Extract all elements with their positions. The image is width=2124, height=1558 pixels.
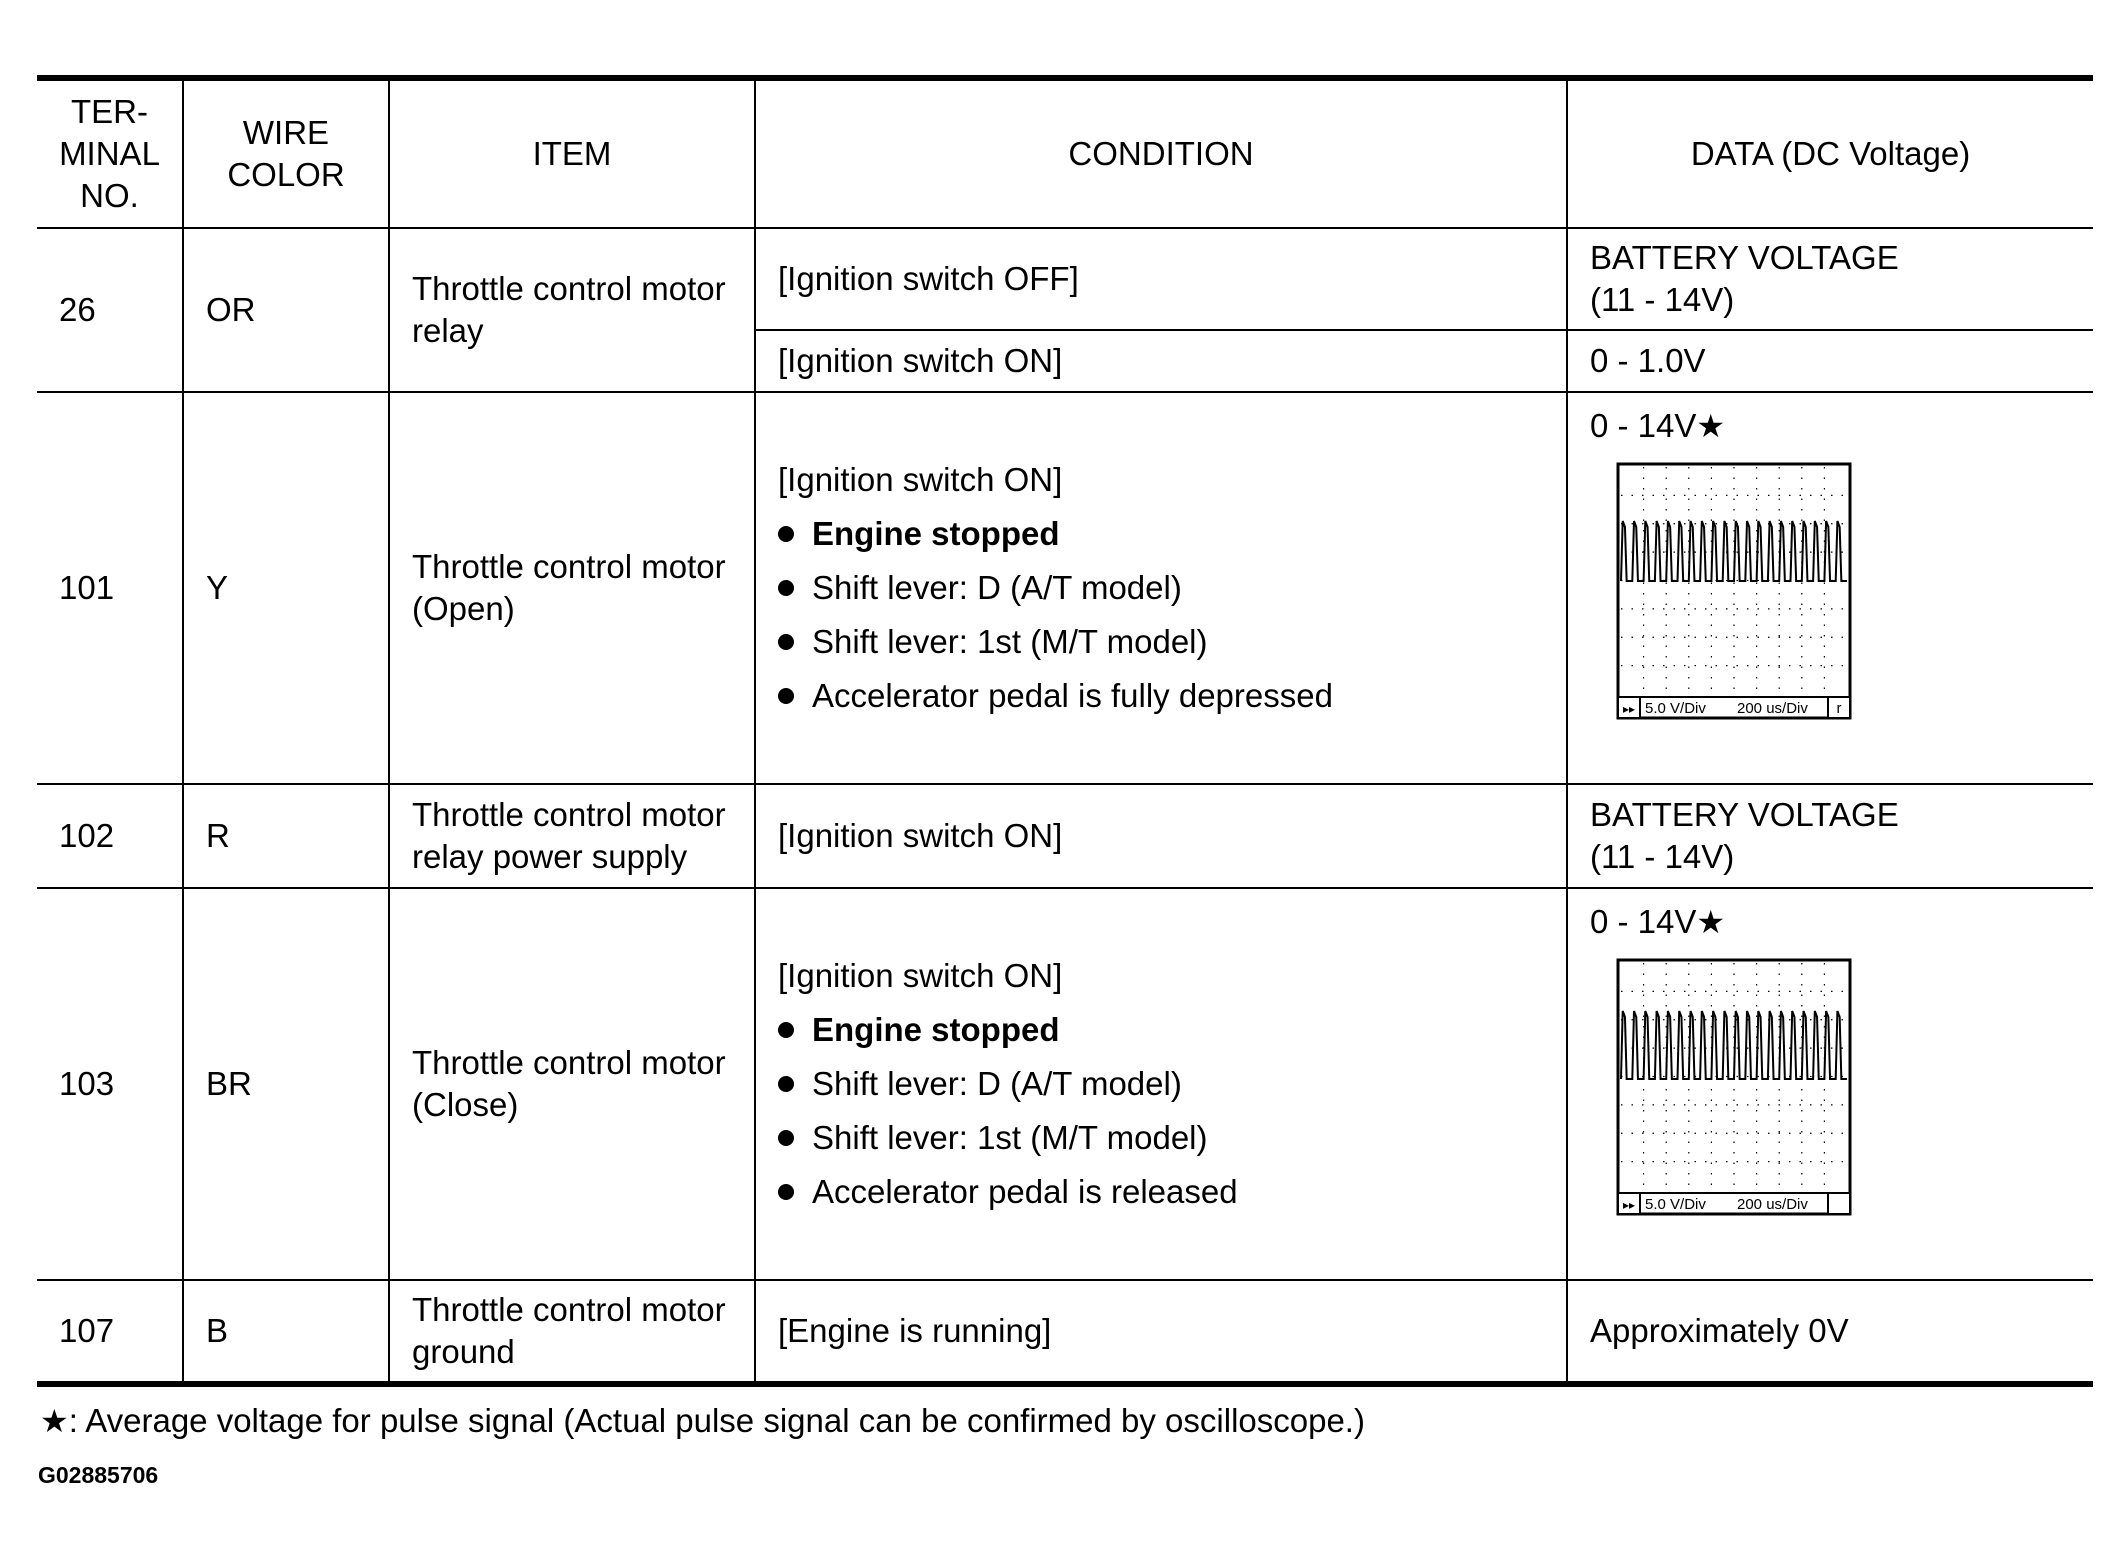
data-cell xyxy=(1567,1280,2093,1384)
header-wire-color xyxy=(183,78,389,228)
wire-color: OR xyxy=(183,228,389,392)
item-line: Throttle control motor xyxy=(412,1291,726,1328)
condition-title: [Ignition switch ON] xyxy=(778,957,1063,994)
scope-corner-box xyxy=(1828,1193,1850,1214)
bullet-dot xyxy=(778,1022,794,1038)
footnote xyxy=(40,1400,1365,1442)
condition-bullet xyxy=(778,1171,1544,1213)
table-row xyxy=(37,888,2093,1280)
oscilloscope-waveform-open xyxy=(1615,461,1855,721)
waveform-graphic xyxy=(1615,461,1855,723)
condition-bullet xyxy=(778,675,1544,717)
scope-frame xyxy=(1618,464,1850,718)
data-cell xyxy=(1567,392,2093,784)
data-line: BATTERY VOLTAGE xyxy=(1590,796,1899,833)
table-row xyxy=(37,228,2093,330)
star-icon: ★ xyxy=(40,1403,69,1439)
item-line: Throttle control motor xyxy=(412,796,726,833)
item-line: (Open) xyxy=(412,590,515,627)
item-cell xyxy=(389,228,755,392)
data-value xyxy=(1590,901,2071,943)
item-cell xyxy=(389,392,755,784)
header-condition: CONDITION xyxy=(755,78,1567,228)
scope-tdiv: 200 us/Div xyxy=(1737,1196,1808,1213)
star-icon: ★ xyxy=(1696,904,1726,940)
item-cell xyxy=(389,784,755,888)
condition-bullet xyxy=(778,621,1544,663)
data-line: 0 - 1.0V xyxy=(1590,342,1706,379)
terminal-no: 102 xyxy=(37,784,183,888)
condition-cell: [Ignition switch ON] xyxy=(755,784,1567,888)
header-item: ITEM xyxy=(389,78,755,228)
item-line: ground xyxy=(412,1333,515,1370)
bullet-text: Shift lever: 1st (M/T model) xyxy=(812,623,1208,660)
fast-forward-icon: ▸▸ xyxy=(1622,1198,1636,1212)
item-line: Throttle control motor xyxy=(412,270,726,307)
voltage-range: 0 - 14V xyxy=(1590,407,1697,444)
scope-vdiv: 5.0 V/Div xyxy=(1645,700,1706,717)
wire-color: BR xyxy=(183,888,389,1280)
data-line: (11 - 14V) xyxy=(1590,838,1735,875)
item-line: Throttle control motor xyxy=(412,548,726,585)
bullet-text: Accelerator pedal is released xyxy=(812,1173,1238,1210)
item-line: Throttle control motor xyxy=(412,1044,726,1081)
bullet-text: Accelerator pedal is fully depressed xyxy=(812,677,1333,714)
wire-color: Y xyxy=(183,392,389,784)
wire-color: B xyxy=(183,1280,389,1384)
condition-cell xyxy=(755,888,1567,1280)
voltage-range: 0 - 14V xyxy=(1590,903,1697,940)
figure-id: G02885706 xyxy=(38,1462,159,1488)
data-line: (11 - 14V) xyxy=(1590,281,1735,318)
data-line: BATTERY VOLTAGE xyxy=(1590,239,1899,276)
bullet-text: Shift lever: D (A/T model) xyxy=(812,1065,1182,1102)
condition-bullet xyxy=(778,1117,1544,1159)
scope-frame xyxy=(1618,960,1850,1214)
bullet-text: Engine stopped xyxy=(812,1011,1060,1048)
footnote-text: : Average voltage for pulse signal (Actual pulse signal can be confirmed by oscilloscope.) xyxy=(68,1402,1365,1439)
bullet-text: Engine stopped xyxy=(812,515,1060,552)
bullet-dot xyxy=(778,1184,794,1200)
data-line: Approximately 0V xyxy=(1590,1312,1849,1349)
item-cell xyxy=(389,1280,755,1384)
terminal-spec-table xyxy=(37,75,2093,1387)
header-row xyxy=(37,78,2093,228)
bullet-dot xyxy=(778,580,794,596)
item-line: relay power supply xyxy=(412,838,688,875)
data-cell xyxy=(1567,228,2093,330)
bullet-text: Shift lever: 1st (M/T model) xyxy=(812,1119,1208,1156)
fast-forward-icon: ▸▸ xyxy=(1622,702,1636,716)
bullet-dot xyxy=(778,526,794,542)
bullet-dot xyxy=(778,1076,794,1092)
condition-list xyxy=(778,459,1544,717)
scope-tdiv: 200 us/Div xyxy=(1737,700,1808,717)
scope-vdiv: 5.0 V/Div xyxy=(1645,1196,1706,1213)
bullet-dot xyxy=(778,688,794,704)
condition-cell: [Engine is running] xyxy=(755,1280,1567,1384)
item-cell xyxy=(389,888,755,1280)
table-row xyxy=(37,1280,2093,1384)
bullet-text: Shift lever: D (A/T model) xyxy=(812,569,1182,606)
oscilloscope-waveform-close xyxy=(1615,957,1855,1217)
table-row xyxy=(37,392,2093,784)
condition-bullet xyxy=(778,513,1544,555)
data-cell xyxy=(1567,888,2093,1280)
condition-cell xyxy=(755,392,1567,784)
terminal-no: 107 xyxy=(37,1280,183,1384)
condition-list xyxy=(778,955,1544,1213)
item-line: relay xyxy=(412,312,484,349)
star-icon: ★ xyxy=(1696,408,1726,444)
header-wire-line: COLOR xyxy=(227,156,345,193)
scope-corner-label: r xyxy=(1836,700,1842,717)
header-terminal-line: NO. xyxy=(80,177,139,214)
table-row xyxy=(37,784,2093,888)
condition-bullet xyxy=(778,1009,1544,1051)
item-line: (Close) xyxy=(412,1086,519,1123)
waveform-graphic xyxy=(1615,957,1855,1219)
header-data: DATA (DC Voltage) xyxy=(1567,78,2093,228)
condition-bullet xyxy=(778,1063,1544,1105)
header-terminal-no xyxy=(37,78,183,228)
bullet-dot xyxy=(778,1130,794,1146)
data-cell xyxy=(1567,784,2093,888)
condition-cell: [Ignition switch ON] xyxy=(755,330,1567,392)
terminal-no: 26 xyxy=(37,228,183,392)
data-cell xyxy=(1567,330,2093,392)
header-wire-line: WIRE xyxy=(242,114,330,151)
header-terminal-line: MINAL xyxy=(59,135,160,172)
condition-cell: [Ignition switch OFF] xyxy=(755,228,1567,330)
bullet-dot xyxy=(778,634,794,650)
data-value xyxy=(1590,405,2071,447)
terminal-no: 101 xyxy=(37,392,183,784)
header-terminal-line: TER- xyxy=(71,93,148,130)
condition-title: [Ignition switch ON] xyxy=(778,461,1063,498)
terminal-no: 103 xyxy=(37,888,183,1280)
condition-bullet xyxy=(778,567,1544,609)
wire-color: R xyxy=(183,784,389,888)
